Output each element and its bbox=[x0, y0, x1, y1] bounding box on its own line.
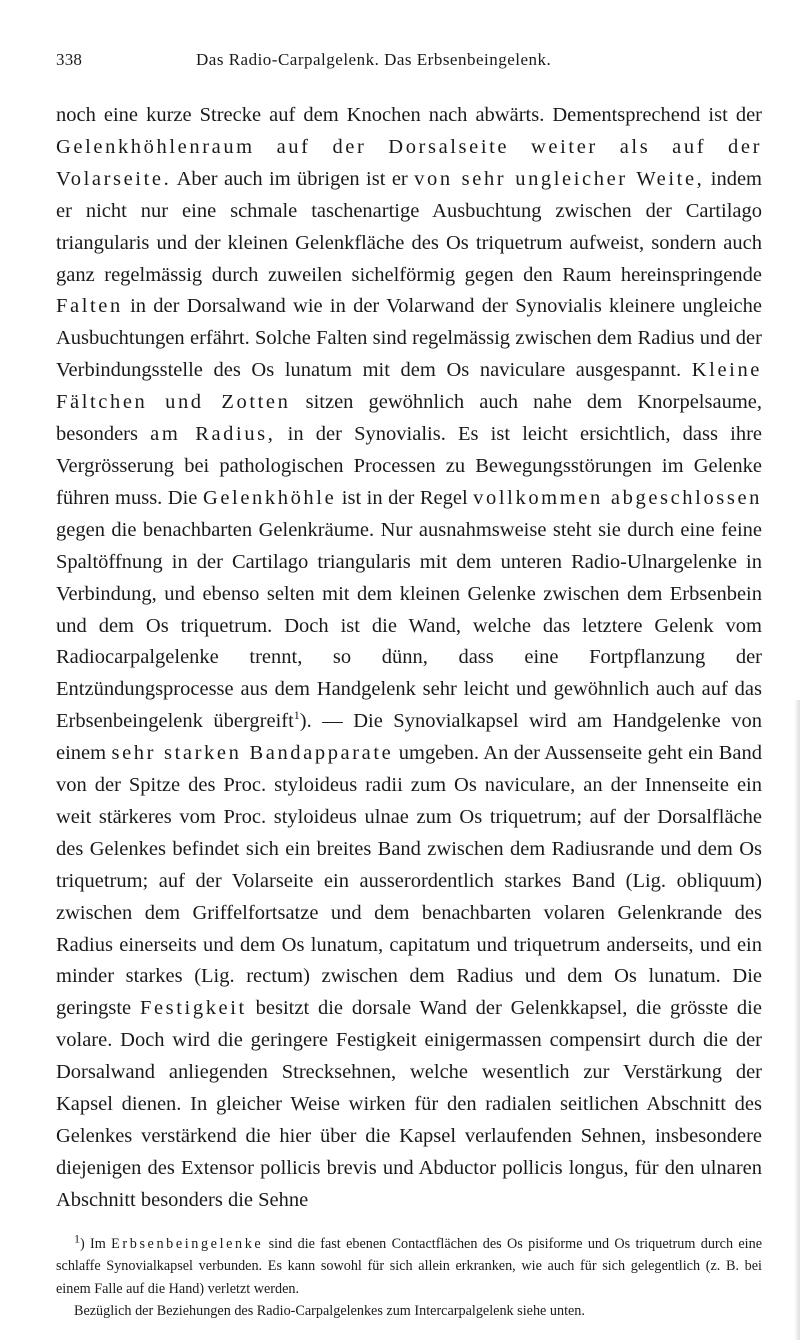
text-run: indem er nicht nur eine schmale taschenartige Ausbuchtung zwischen der Cartilago triangularis und der kleinen Gelenkfläche des Os triquetrum aufweist, sondern auch ganz regelmässig durch zuweilen sichelförmig gegen den Raum hereinspringende bbox=[56, 167, 763, 286]
text-run: besitzt die dorsale Wand der Gelenkkapsel, die grösste die volare. Doch wird die geringere Festigkeit einigermassen compensirt durch die der Dorsalwand anliegenden Strecksehnen, welche wesentlich zur Verstärkung der Kapsel dienen. In gleicher Weise wirken für den radialen seitlichen Abschnitt des Gelenkes verstärkend die hier über die Kapsel verlaufenden Sehnen, insbesondere diejenigen des Extensor pollicis brevis und Abductor pollicis longus, für den ulnaren Abschnitt besonders die Sehne bbox=[56, 997, 762, 1211]
text-run: ). — Die Synovialkapsel wird am Handgelenke von einem bbox=[56, 710, 762, 765]
body-paragraph bbox=[56, 100, 762, 1217]
footnote bbox=[56, 1300, 762, 1323]
running-head bbox=[56, 50, 762, 90]
footnote-marker: 1 bbox=[293, 708, 300, 723]
emphasized-text: Kleine Fältchen und Zotten bbox=[56, 359, 762, 414]
page-edge-shadow bbox=[794, 700, 800, 1340]
text-run: ) Im bbox=[80, 1235, 112, 1252]
emphasized-text: Falten bbox=[56, 295, 123, 318]
emphasized-text: sehr starken Bandapparate bbox=[111, 742, 394, 765]
emphasized-text: Erbsenbeingelenke bbox=[111, 1235, 264, 1252]
emphasized-text: am Radius, bbox=[150, 423, 276, 446]
emphasized-text: vollkommen abgeschlossen bbox=[473, 486, 762, 509]
text-run: sind die fast ebenen Contactflächen des Os pisiforme und Os triquetrum durch eine schlaffe Synovialkapsel verbunden. Es kann sowohl für sich allein erkranken, wie auch für sich gelegentlich (z. B. bei einem Falle auf die Hand) verletzt werden. bbox=[56, 1235, 762, 1297]
running-title: Das Radio-Carpalgelenk. Das Erbsenbeingelenk. bbox=[196, 50, 552, 69]
emphasized-text: Gelenkhöhlenraum auf der Dorsalseite weiter als auf der Volarseite. bbox=[56, 135, 762, 190]
footnotes bbox=[56, 1230, 762, 1323]
text-run: noch eine kurze Strecke auf dem Knochen nach abwärts. Dementsprechend ist der bbox=[56, 104, 762, 126]
text-run: umgeben. An der Aussenseite geht ein Band von der Spitze des Proc. styloideus radii zum Os naviculare, an der Innenseite ein weit stärkeres vom Proc. styloideus ulnae zum Os triquetrum; auf der Dorsalfläche des Gelenkes befindet sich ein breites Band zwischen dem Radiusrande und dem Os triquetrum; auf der Volarseite ein ausserordentlich starkes Band (Lig. obliquum) zwischen dem Griffelfortsatze und dem benachbarten volaren Gelenkrande des Radius einerseits und dem Os lunatum, capitatum und triquetrum anderseits, und ein minder starkes (Lig. rectum) zwischen dem Radius und dem Os lunatum. Die geringste bbox=[56, 742, 762, 1020]
body-text bbox=[56, 100, 762, 1217]
text-run: sitzen gewöhnlich auch nahe dem Knorpelsaume, besonders bbox=[56, 391, 762, 446]
text-run: gegen die benachbarten Gelenkräume. Nur ausnahmsweise steht sie durch eine feine Spaltöffnung in der Cartilago triangularis mit dem unteren Radio-Ulnargelenke in Verbindung, und ebenso selten mit dem kleinen Gelenke zwischen dem Erbsenbein und dem Os triquetrum. Doch ist die Wand, welche das letztere Gelenk vom Radiocarpalgelenke trennt, so dünn, dass eine Fortpflanzung der Entzündungsprocesse aus dem Handgelenk sehr leicht und gewöhnlich auch auf das Erbsenbeingelenk übergreift bbox=[56, 518, 762, 733]
text-run: in der Dorsalwand wie in der Volarwand der Synovialis kleinere ungleiche Ausbuchtungen erfährt. Solche Falten sind regelmässig zwischen dem Radius und der Verbindungsstelle des Os lunatum mit dem Os naviculare ausgespannt. bbox=[56, 295, 762, 382]
footnote-marker: 1 bbox=[74, 1230, 80, 1245]
emphasized-text: Festigkeit bbox=[139, 997, 247, 1020]
emphasized-text: von sehr ungleicher Weite, bbox=[414, 167, 705, 190]
page-number: 338 bbox=[56, 50, 83, 69]
emphasized-text: Gelenkhöhle bbox=[202, 486, 337, 509]
text-run: ist in der Regel bbox=[336, 486, 474, 509]
text-run: in der Synovialis. Es ist leicht ersichtlich, dass ihre Vergrösserung bei pathologischen Processen zu Bewegungsstörungen im Gelenke führen muss. Die bbox=[56, 423, 762, 509]
footnote bbox=[56, 1230, 762, 1301]
text-run: Aber auch im übrigen ist er bbox=[171, 167, 415, 190]
text-run: Bezüglich der Beziehungen des Radio-Carpalgelenkes zum Intercarpalgelenk siehe unten. bbox=[74, 1303, 585, 1320]
